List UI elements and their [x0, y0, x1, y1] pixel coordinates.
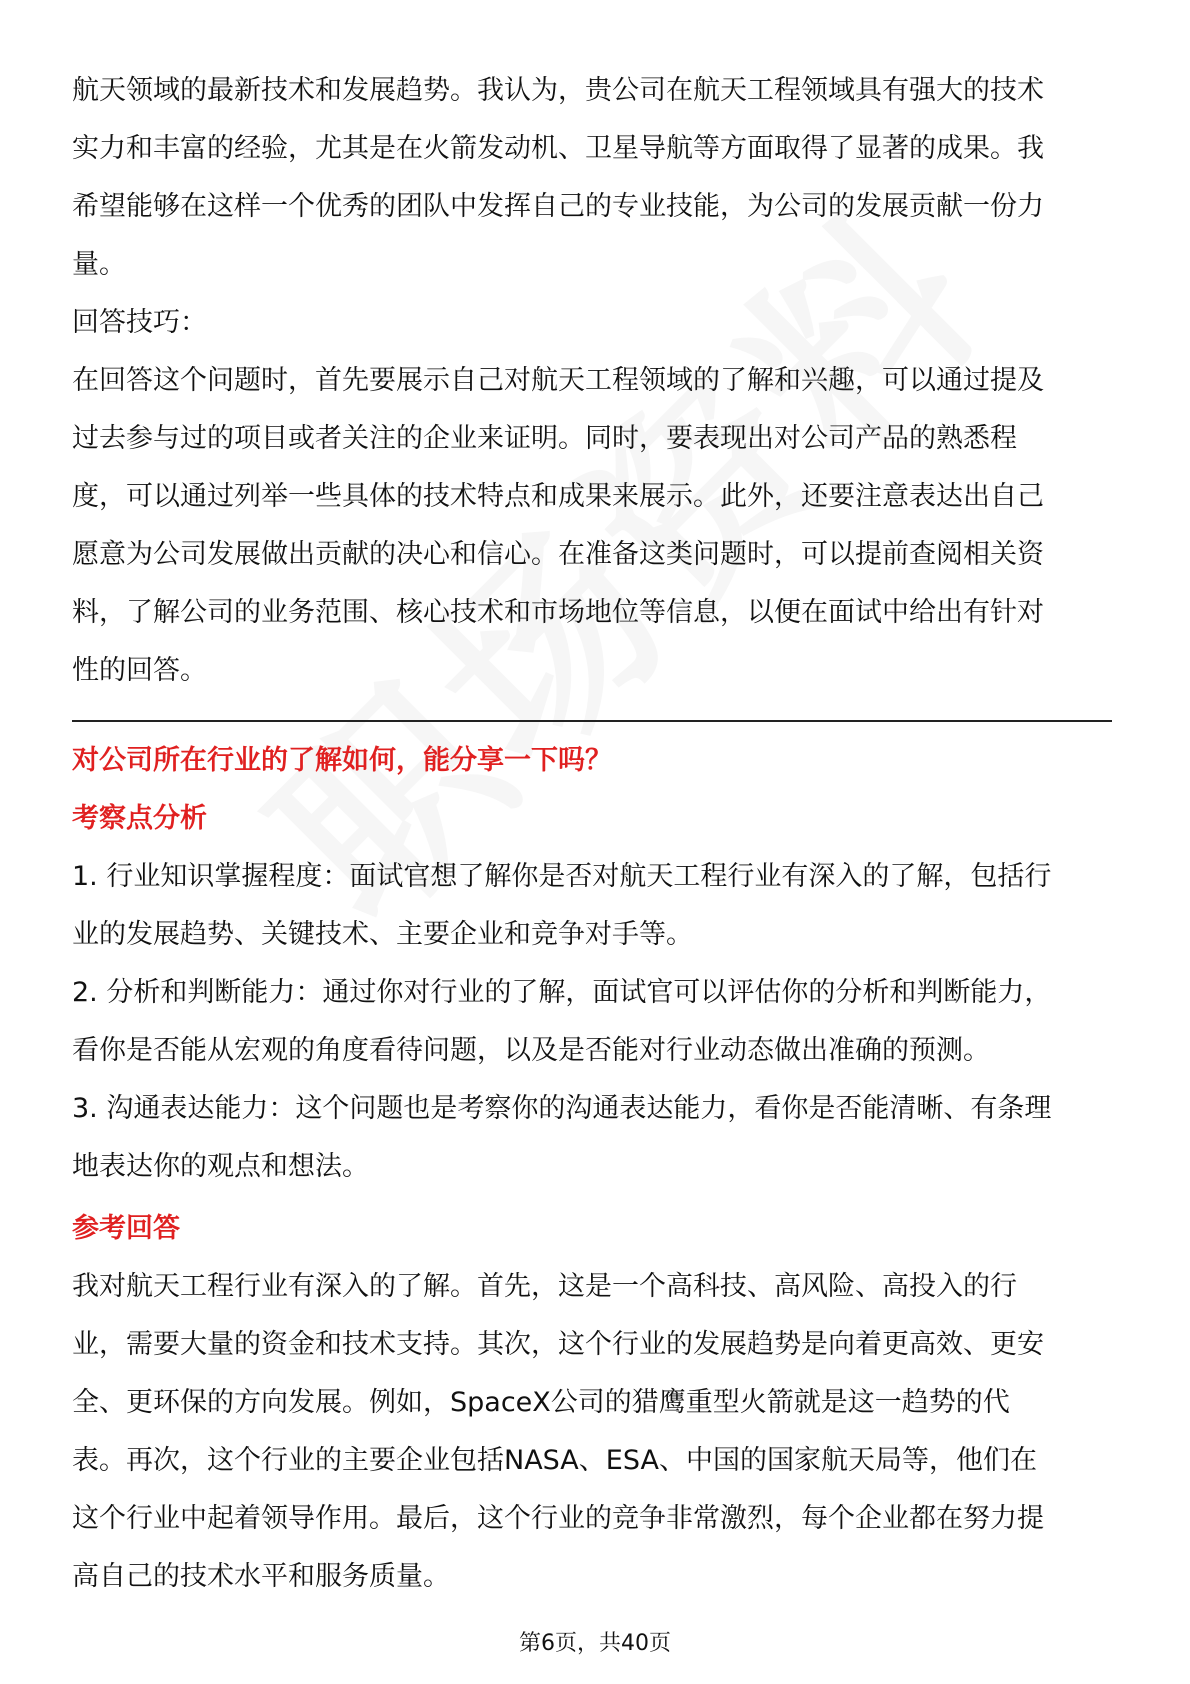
text-line: 航天领域的最新技术和发展趋势。我认为，贵公司在航天工程领域具有强大的技术 — [72, 75, 1044, 106]
text-line: 业，需要大量的资金和技术支持。其次，这个行业的发展趋势是向着更高效、更安 — [72, 1329, 1044, 1360]
text-line: 愿意为公司发展做出贡献的决心和信心。在准备这类问题时，可以提前查阅相关资 — [72, 539, 1044, 570]
text-line: 1. 行业知识掌握程度：面试官想了解你是否对航天工程行业有深入的了解，包括行 — [72, 861, 1052, 892]
analysis-list — [72, 848, 1112, 1196]
reference-answer — [72, 1258, 1112, 1606]
text-line: 表。再次，这个行业的主要企业包括NASA、ESA、中国的国家航天局等，他们在 — [72, 1445, 1037, 1476]
text-line: 全、更环保的方向发展。例如，SpaceX公司的猎鹰重型火箭就是这一趋势的代 — [72, 1387, 1010, 1418]
text-line: 实力和丰富的经验，尤其是在火箭发动机、卫星导航等方面取得了显著的成果。我 — [72, 133, 1044, 164]
text-line: 这个行业中起着领导作用。最后，这个行业的竞争非常激烈，每个企业都在努力提 — [72, 1503, 1044, 1534]
question-title: 对公司所在行业的了解如何，能分享一下吗？ — [72, 745, 612, 776]
text-line: 我对航天工程行业有深入的了解。首先，这是一个高科技、高风险、高投入的行 — [72, 1271, 1017, 1302]
tips-heading: 回答技巧： — [72, 307, 207, 338]
page-footer: 第6页，共40页 — [519, 1631, 671, 1656]
text-line: 业的发展趋势、关键技术、主要企业和竞争对手等。 — [72, 919, 693, 950]
text-line: 在回答这个问题时，首先要展示自己对航天工程领域的了解和兴趣，可以通过提及 — [72, 365, 1044, 396]
text-line: 性的回答。 — [72, 655, 207, 686]
tips-paragraph — [72, 352, 1112, 700]
document-body — [72, 62, 1112, 1606]
intro-paragraph — [72, 62, 1112, 294]
text-line: 料，了解公司的业务范围、核心技术和市场地位等信息，以便在面试中给出有针对 — [72, 597, 1044, 628]
text-line: 希望能够在这样一个优秀的团队中发挥自己的专业技能，为公司的发展贡献一份力 — [72, 191, 1044, 222]
section-divider — [72, 720, 1112, 722]
analysis-heading: 考察点分析 — [72, 803, 207, 834]
reference-heading: 参考回答 — [72, 1213, 180, 1244]
text-line: 高自己的技术水平和服务质量。 — [72, 1561, 450, 1592]
text-line: 2. 分析和判断能力：通过你对行业的了解，面试官可以评估你的分析和判断能力， — [72, 977, 1052, 1008]
text-line: 3. 沟通表达能力：这个问题也是考察你的沟通表达能力，看你是否能清晰、有条理 — [72, 1093, 1052, 1124]
text-line: 地表达你的观点和想法。 — [72, 1151, 369, 1182]
text-line: 度，可以通过列举一些具体的技术特点和成果来展示。此外，还要注意表达出自己 — [72, 481, 1044, 512]
text-line: 看你是否能从宏观的角度看待问题，以及是否能对行业动态做出准确的预测。 — [72, 1035, 990, 1066]
text-line: 量。 — [72, 249, 126, 280]
text-line: 过去参与过的项目或者关注的企业来证明。同时，要表现出对公司产品的熟悉程 — [72, 423, 1017, 454]
